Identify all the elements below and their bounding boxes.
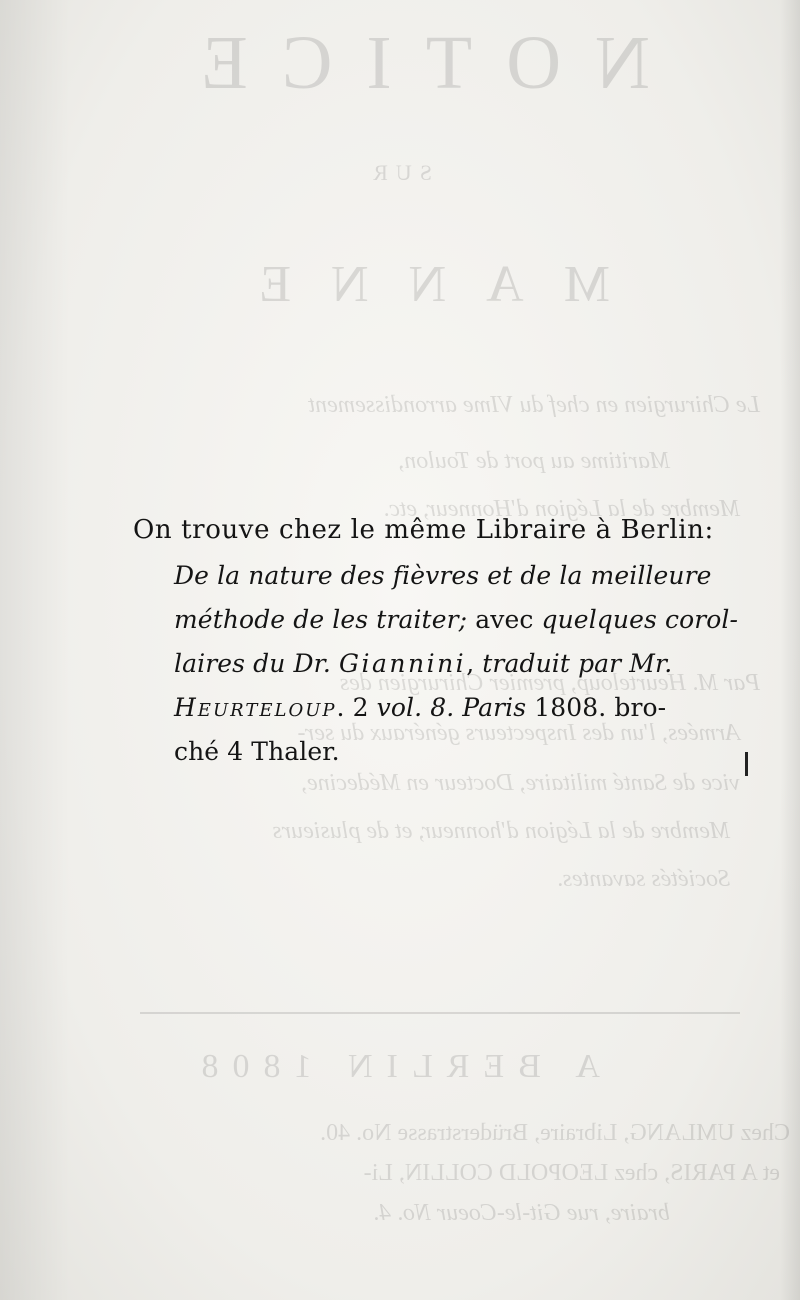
page-gutter-shadow	[0, 0, 70, 1300]
ghost-line: Membre de la Légion d'honneur, et de plusieurs	[272, 818, 730, 844]
ghost-line: Membre de la Légion d'Honneur, etc.	[383, 496, 740, 522]
notice-line-1	[133, 554, 763, 598]
ghost-rule	[140, 1012, 740, 1014]
notice-heading: On trouve chez le même Libraire à Berlin:	[133, 515, 714, 545]
ghost-line: Par M. Heurteloup, premier Chirurgien des	[339, 670, 760, 696]
ghost-line: Sociétés savantes.	[556, 866, 730, 892]
notice-text: vol. 8. Paris	[376, 693, 527, 722]
page-edge-shadow	[780, 0, 800, 1300]
book-title-part: méthode de les traiter;	[174, 605, 468, 634]
ghost-title: NOTICE	[167, 21, 650, 105]
ghost-place: A BERLIN 1808	[187, 1048, 600, 1085]
book-title-part: De la nature des fièvres et de la meilleure	[174, 561, 712, 590]
notice-text: laires du Dr.	[174, 649, 340, 678]
notice-text: traduit par Mr.	[482, 649, 673, 678]
notice-line-4	[133, 686, 763, 730]
ghost-sur: SUR	[365, 160, 432, 185]
notice-text: ,	[466, 649, 483, 678]
margin-mark	[745, 752, 748, 776]
notice-line-3	[133, 642, 763, 686]
ghost-line: et A PARIS, chez LEOPOLD COLLIN, Li-	[363, 1160, 780, 1186]
notice-text: 1808. bro-	[526, 693, 667, 722]
notice-line-2	[133, 598, 763, 642]
notice-text: avec	[467, 605, 542, 634]
ghost-manne: MANNE	[219, 256, 610, 313]
ghost-line: braire, rue Git-le-Coeur No. 4.	[372, 1200, 670, 1226]
ghost-line: Chez UMLANG, Libraire, Brüderstrasse No. 40.	[320, 1120, 790, 1146]
ghost-line: Maritime au port de Toulon,	[398, 448, 670, 474]
ghost-line: vice de Santé militaire, Docteur en Médecine,	[301, 770, 740, 796]
ghost-line: Le Chirurgien en chef du VIme arrondissement	[308, 392, 760, 418]
notice-text: quelques corol-	[541, 605, 739, 634]
translator-name: Heurteloup	[174, 693, 337, 722]
notice-text: . 2	[336, 693, 377, 722]
ghost-line: Armées, l'un des Inspecteurs généraux du ser-	[297, 720, 740, 746]
notice-line-5: ché 4 Thaler.	[174, 737, 340, 766]
author-name: Giannini	[339, 649, 467, 678]
bookseller-notice	[133, 508, 763, 774]
